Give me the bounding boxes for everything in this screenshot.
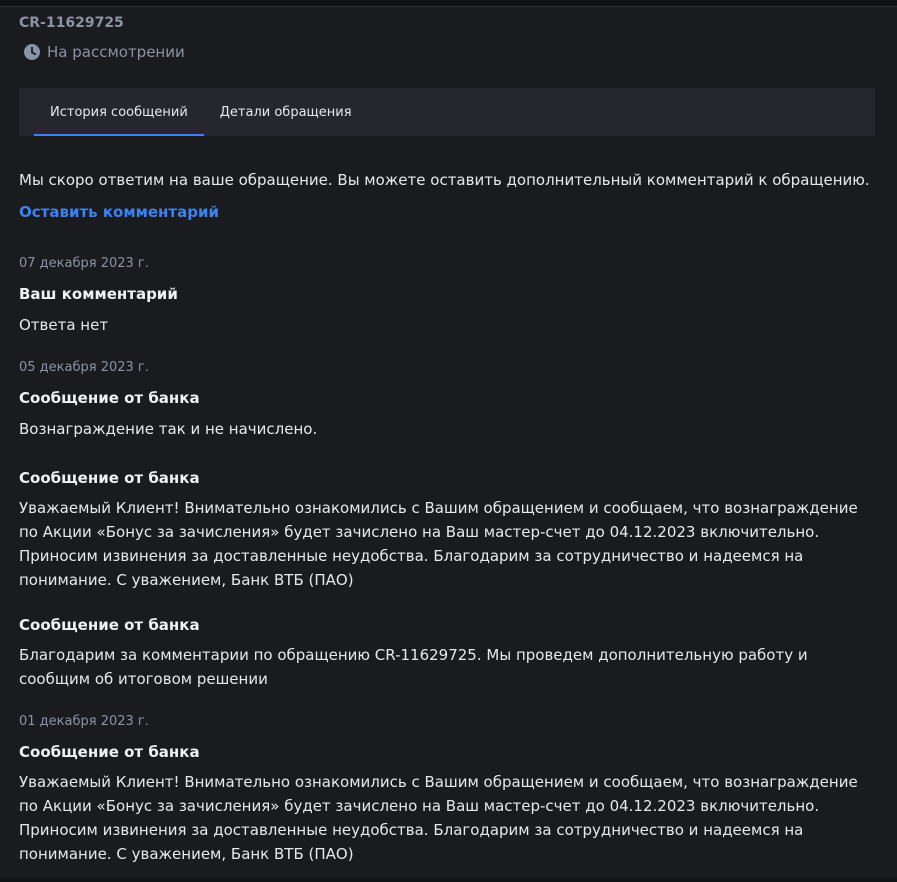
message-title: Сообщение от банка bbox=[19, 389, 200, 407]
message-title: Ваш комментарий bbox=[19, 285, 178, 303]
tab-request-details[interactable]: Детали обращения bbox=[219, 104, 352, 120]
request-id: CR-11629725 bbox=[19, 15, 124, 31]
request-status bbox=[19, 40, 875, 64]
message-title: Сообщение от банка bbox=[19, 469, 200, 487]
history-day bbox=[19, 255, 875, 337]
history-date: 07 декабря 2023 г. bbox=[19, 256, 149, 271]
message-history bbox=[19, 255, 875, 866]
message-title: Сообщение от банка bbox=[19, 743, 200, 761]
top-divider bbox=[0, 0, 897, 7]
message-text: Благодарим за комментарии по обращению CR-11629725. Мы проведем дополнительную работу и сообщим об итоговом решении bbox=[19, 646, 808, 688]
tab-bar bbox=[19, 88, 875, 136]
message-text: Уважаемый Клиент! Внимательно ознакомились с Вашим обращением и сообщаем, что вознаграждение по Акции «Бонус за зачисления» будет зачислено на Ваш мастер-счет до 04.12.2023 включительно. Приносим извинения за доставленные неудобства. Благодарим за сотрудничество и надеемся на понимание. С уважением, Банк ВТБ (ПАО) bbox=[19, 773, 858, 863]
message-text: Уважаемый Клиент! Внимательно ознакомились с Вашим обращением и сообщаем, что вознаграждение по Акции «Бонус за зачисления» будет зачислено на Ваш мастер-счет до 04.12.2023 включительно. Приносим извинения за доставленные неудобства. Благодарим за сотрудничество и надеемся на понимание. С уважением, Банк ВТБ (ПАО) bbox=[19, 499, 858, 589]
clock-icon bbox=[23, 43, 41, 61]
message-text: Вознаграждение так и не начислено. bbox=[19, 420, 318, 438]
history-day bbox=[19, 713, 875, 866]
history-date: 01 декабря 2023 г. bbox=[19, 714, 149, 729]
message-text: Ответа нет bbox=[19, 316, 109, 334]
status-label: На рассмотрении bbox=[47, 43, 185, 61]
history-day bbox=[19, 359, 875, 691]
message-title: Сообщение от банка bbox=[19, 616, 200, 634]
info-text: Мы скоро ответим на ваше обращение. Вы можете оставить дополнительный комментарий к обращению. bbox=[19, 171, 870, 189]
history-date: 05 декабря 2023 г. bbox=[19, 360, 149, 375]
bottom-divider bbox=[0, 878, 897, 882]
tab-message-history[interactable]: История сообщений bbox=[34, 88, 204, 136]
request-page bbox=[19, 14, 875, 866]
leave-comment-link[interactable]: Оставить комментарий bbox=[19, 203, 219, 221]
